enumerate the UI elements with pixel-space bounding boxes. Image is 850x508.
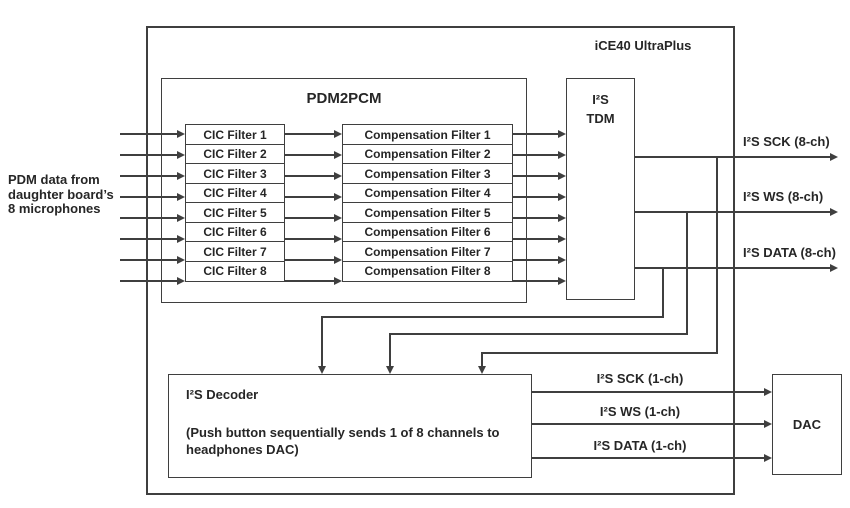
wire-i2s-data-1ch [532,457,766,459]
arrowhead-icon [334,277,342,285]
cic-filter-7: CIC Filter 7 [185,241,285,262]
wire-cic-comp-8 [285,280,335,282]
chip-title: iCE40 UltraPlus [594,38,692,53]
i2s-tdm-box [566,78,635,300]
wire-sck-drop [716,156,718,354]
dac-box [772,374,842,475]
cic-filter-8: CIC Filter 8 [185,261,285,282]
compensation-filter-5: Compensation Filter 5 [342,202,513,223]
pdm-input-label-line3: 8 microphones [8,201,101,216]
arrowhead-icon [177,130,185,138]
arrowhead-icon [177,235,185,243]
arrowhead-icon [334,172,342,180]
cic-filter-stack [185,124,285,282]
arrowhead-icon [334,130,342,138]
arrowhead-icon [558,214,566,222]
wire-comp-tdm-8 [513,280,559,282]
arrowhead-icon [558,130,566,138]
arrowhead-icon [764,388,772,396]
arrowhead-icon [558,277,566,285]
wire-comp-tdm-2 [513,154,559,156]
arrowhead-icon [177,256,185,264]
arrowhead-icon [334,214,342,222]
wire-cic-comp-6 [285,238,335,240]
cic-filter-5: CIC Filter 5 [185,202,285,223]
compensation-filter-7: Compensation Filter 7 [342,241,513,262]
compensation-filter-stack [342,124,513,282]
compensation-filter-2: Compensation Filter 2 [342,144,513,165]
arrowhead-icon [558,193,566,201]
arrowhead-icon [558,151,566,159]
wire-i2s-data-8ch [635,267,831,269]
compensation-filter-8: Compensation Filter 8 [342,261,513,282]
wire-i2s-sck-1ch [532,391,766,393]
wire-mic-input-8 [120,280,178,282]
cic-filter-4: CIC Filter 4 [185,183,285,204]
wire-mic-input-3 [120,175,178,177]
arrowhead-icon [177,151,185,159]
arrowhead-icon [764,420,772,428]
wire-cic-comp-2 [285,154,335,156]
pdm-input-label-line1: PDM data from [8,172,100,187]
wire-i2s-ws-8ch [635,211,831,213]
wire-comp-tdm-7 [513,259,559,261]
wire-mic-input-4 [120,196,178,198]
cic-filter-6: CIC Filter 6 [185,222,285,243]
arrowhead-icon [177,214,185,222]
i2s-decoder-note-line1: (Push button sequentially sends 1 of 8 channels to [186,425,500,440]
wire-ws-to-decoder [389,333,391,368]
wire-cic-comp-1 [285,133,335,135]
label-i2s-ws-8ch: I²S WS (8-ch) [743,189,824,204]
wire-cic-comp-4 [285,196,335,198]
wire-mic-input-5 [120,217,178,219]
wire-comp-tdm-3 [513,175,559,177]
wire-cic-comp-5 [285,217,335,219]
cic-filter-3: CIC Filter 3 [185,163,285,184]
wire-cic-comp-7 [285,259,335,261]
arrowhead-icon [334,256,342,264]
wire-sck-across [482,352,718,354]
arrowhead-icon [334,235,342,243]
label-i2s-data-1ch: I²S DATA (1-ch) [593,438,687,453]
arrowhead-icon [318,366,326,374]
compensation-filter-6: Compensation Filter 6 [342,222,513,243]
arrowhead-icon [558,235,566,243]
label-i2s-data-8ch: I²S DATA (8-ch) [743,245,836,260]
wire-cic-comp-3 [285,175,335,177]
i2s-decoder-box [168,374,532,478]
pdm-input-label [8,173,114,217]
cic-filter-1: CIC Filter 1 [185,124,285,145]
wire-comp-tdm-5 [513,217,559,219]
arrowhead-icon [334,151,342,159]
arrowhead-icon [386,366,394,374]
i2s-decoder-title: I²S Decoder [186,387,259,402]
i2s-tdm-label-line1: I²S [592,92,609,107]
wire-comp-tdm-6 [513,238,559,240]
wire-data-to-decoder [321,316,323,368]
wire-mic-input-7 [120,259,178,261]
wire-i2s-ws-1ch [532,423,766,425]
label-i2s-sck-1ch: I²S SCK (1-ch) [596,371,684,386]
wire-comp-tdm-1 [513,133,559,135]
label-i2s-ws-1ch: I²S WS (1-ch) [599,404,681,419]
pdm2pcm-title: PDM2PCM [306,90,382,107]
cic-filter-2: CIC Filter 2 [185,144,285,165]
arrowhead-icon [830,153,838,161]
arrowhead-icon [830,208,838,216]
compensation-filter-1: Compensation Filter 1 [342,124,513,145]
wire-mic-input-1 [120,133,178,135]
arrowhead-icon [177,172,185,180]
wire-ws-across [390,333,688,335]
dac-label: DAC [792,417,822,432]
pdm-input-label-line2: daughter board’s [8,186,114,202]
arrowhead-icon [558,172,566,180]
label-i2s-sck-8ch: I²S SCK (8-ch) [743,134,830,149]
arrowhead-icon [830,264,838,272]
wire-ws-drop [686,211,688,335]
i2s-decoder-note [186,424,500,458]
arrowhead-icon [558,256,566,264]
arrowhead-icon [764,454,772,462]
wire-i2s-sck-8ch [635,156,831,158]
wire-mic-input-6 [120,238,178,240]
arrowhead-icon [478,366,486,374]
compensation-filter-4: Compensation Filter 4 [342,183,513,204]
compensation-filter-3: Compensation Filter 3 [342,163,513,184]
wire-data-drop [662,267,664,318]
arrowhead-icon [177,193,185,201]
i2s-decoder-note-line2: headphones DAC) [186,442,299,457]
arrowhead-icon [334,193,342,201]
wire-mic-input-2 [120,154,178,156]
i2s-tdm-label-line2: TDM [586,111,615,126]
wire-data-across [322,316,664,318]
arrowhead-icon [177,277,185,285]
wire-comp-tdm-4 [513,196,559,198]
